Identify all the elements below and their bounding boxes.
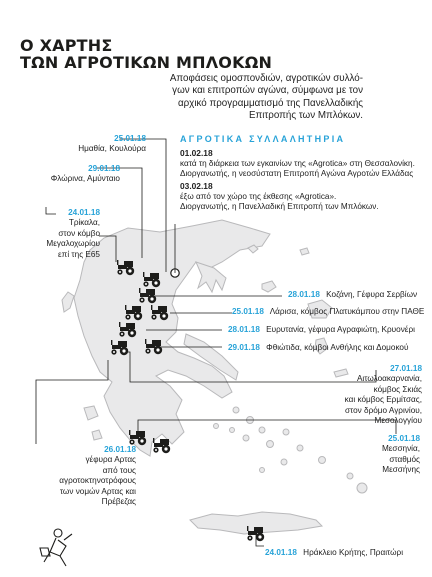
- blockade-date: 28.01.18: [228, 325, 260, 334]
- blockade-line: γέφυρα Αρτας: [85, 455, 136, 465]
- kefalonia-island: [84, 406, 98, 420]
- blockade-label-florina: [51, 164, 120, 185]
- rally-line: Διοργανωτής, η νεοσύστατη Επιτροπή Αγώνα Αγροτών Ελλάδας: [180, 169, 414, 179]
- chalkidiki: [196, 262, 226, 292]
- blockade-date: 25.01.18: [114, 134, 146, 143]
- limnos-island: [262, 281, 276, 292]
- intro-text: [103, 73, 363, 123]
- mainland-greece: [74, 220, 270, 456]
- intro-line: αρχικό προγραμματισμό της Πανελλαδικής: [177, 97, 363, 109]
- blockade-line: Κοζάνη, Γέφυρα Σερβίων: [326, 290, 418, 299]
- blockade-line: των νομών Αρτας και: [59, 486, 136, 496]
- blockade-line: και κόμβος Ερμίτσας,: [344, 395, 422, 405]
- blockade-label-trikala: [46, 208, 100, 260]
- blockade-line: Μεσσήνης: [382, 465, 420, 475]
- rally-date: 03.02.18: [180, 181, 213, 191]
- zakynthos-island: [92, 430, 102, 440]
- blockade-line: Ημαθία, Κουλούρα: [78, 144, 146, 154]
- blockade-line: Τρίκαλα,: [68, 218, 100, 228]
- blockade-line: Ευρυτανία, γέφυρα Αγραφιώτη, Κρυονέρι: [266, 325, 415, 334]
- rally-date: 01.02.18: [180, 148, 213, 158]
- blockade-date: 28.01.18: [288, 290, 320, 299]
- blockade-line: Αιτωλοακαρνανία,: [356, 374, 422, 384]
- rallies-heading: ΑΓΡΟΤΙΚΑ ΣΥΛΛΑΛΗΤΗΡΙΑ: [180, 134, 346, 144]
- blockade-date: 25.01.18: [388, 434, 420, 443]
- rally-line: Διοργανωτής, η Πανελλαδική Επιτροπή των Μπλόκων.: [180, 202, 379, 212]
- blockade-line: Φθιώτιδα, κόμβοι Ανθήλης και Δομοκού: [266, 343, 409, 352]
- blockade-label-messinia: [382, 434, 420, 476]
- blockade-date: 29.01.18: [88, 164, 120, 173]
- rally-event: [180, 181, 379, 213]
- intro-line: Επιτροπής των Μπλόκων.: [248, 110, 363, 122]
- blockade-line: από τους: [102, 465, 136, 475]
- rally-line: κατά τη διάρκεια των εγκαινίων της «Agrotica» στη Θεσσαλονίκη.: [180, 158, 415, 168]
- corfu-island: [62, 292, 74, 312]
- blockade-label-heraklion: [265, 548, 403, 558]
- blockade-line: Μεσολογγίου: [374, 416, 422, 426]
- blockade-line: Λάρισα, κόμβος Πλατυκάμπου στην ΠΑΘΕ: [269, 307, 425, 316]
- blockade-label-larisa: [232, 307, 424, 317]
- blockade-line: αγροτοκτηνοτρόφους: [59, 476, 136, 486]
- blockade-line: επί της Ε65: [58, 249, 100, 259]
- blockade-line: Μεγαλοχωρίου: [46, 239, 100, 249]
- page-title: [20, 37, 272, 71]
- title-line-1: Ο ΧΑΡΤΗΣ: [20, 36, 113, 55]
- blockade-line: Μεσσηνία,: [381, 444, 420, 454]
- blockade-label-imathia: [78, 134, 146, 155]
- blockade-line: στον δρόμο Αγρινίου,: [344, 405, 422, 415]
- blockade-date: 26.01.18: [104, 445, 136, 454]
- intro-line: Αποφάσεις ομοσπονδιών, αγροτικών συλλό-: [169, 73, 363, 84]
- blockade-date: 29.01.18: [228, 343, 260, 352]
- blockade-line: στον κόμβο: [58, 228, 100, 238]
- corner-sketch-icon: [40, 529, 72, 566]
- title-line-2: ΤΩΝ ΑΓΡΟΤΙΚΩΝ ΜΠΛΟΚΩΝ: [20, 53, 273, 72]
- blockade-label-kozani: [288, 290, 417, 300]
- blockade-line: σταθμός: [389, 454, 420, 464]
- blockade-label-fthiotida: [228, 343, 408, 353]
- blockade-line: Φλώρινα, Αμύνταιο: [50, 174, 120, 184]
- blockade-date: 27.01.18: [390, 364, 422, 373]
- blockade-line: Πρέβεζας: [101, 497, 136, 507]
- blockade-date: 24.01.18: [68, 208, 100, 217]
- blockade-date: 24.01.18: [265, 548, 297, 557]
- blockade-line: Ηράκλειο Κρήτης, Πραιτώρι: [303, 548, 404, 557]
- blockade-label-aitoloakarnania: [345, 364, 422, 426]
- samothraki-island: [300, 248, 309, 255]
- tractor-icon: [153, 438, 170, 453]
- blockade-date: 25.01.18: [232, 307, 264, 316]
- rally-event: [180, 148, 415, 180]
- blockade-line: κόμβος Σκιάς: [373, 384, 422, 394]
- rally-line: έξω από τον χώρο της έκθεσης «Agrotica».: [180, 191, 337, 201]
- intro-line: γων και επιτροπών αγώνα, σύμφωνα με τον: [172, 85, 363, 97]
- blockade-label-arta: [59, 445, 136, 507]
- blockade-label-evrytania: [228, 325, 415, 335]
